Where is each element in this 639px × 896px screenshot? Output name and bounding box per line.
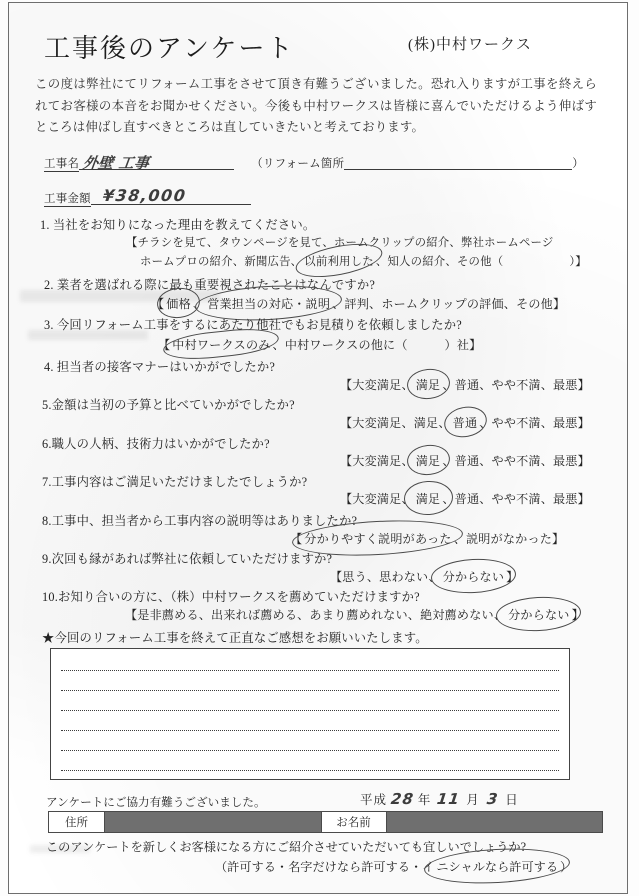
question-text: 今回リフォーム工事をするにあたり他社でもお見積りを依頼しましたか? — [56, 318, 462, 332]
era-label: 平成 — [360, 793, 388, 807]
comment-rule — [61, 770, 559, 771]
bracket-open: 【 — [152, 297, 165, 311]
work-name-row — [44, 155, 584, 171]
question-10 — [42, 587, 420, 605]
reform-place-input[interactable] — [344, 155, 572, 170]
option-group: ） — [560, 860, 573, 874]
selected-option-q9[interactable]: 分からない — [442, 570, 505, 584]
name-field-redacted[interactable] — [387, 812, 603, 832]
question-5-options[interactable] — [340, 414, 590, 431]
amount-label: 工事金額 — [44, 193, 91, 205]
bracket-open: 【 — [158, 338, 171, 352]
selected-option-q6[interactable]: 満足 — [415, 454, 441, 468]
selected-option-q4[interactable]: 満足 — [415, 378, 441, 392]
question-number: 5. — [42, 398, 52, 412]
question-number: 3. — [44, 318, 54, 332]
option-group: （許可する・名字だけなら許可する・イ — [215, 860, 435, 874]
comment-rule — [61, 750, 559, 751]
option-group: 、説明がなかった】 — [453, 532, 565, 546]
comment-rule — [61, 730, 559, 731]
amount-row — [44, 186, 251, 206]
selected-option-q2-b[interactable]: 営業担当の対応・説明 — [207, 297, 331, 311]
date-year-value[interactable]: 28 — [389, 790, 415, 808]
question-number: 6. — [42, 437, 52, 451]
selected-option-q8[interactable]: 分かりやすく説明があった — [304, 532, 452, 546]
work-name-value[interactable]: 外壁 工事 — [81, 154, 151, 172]
option-group: 、やや不満、最悪】 — [479, 416, 590, 430]
option-group: 】 — [506, 570, 519, 584]
address-label: 住所 — [49, 812, 105, 832]
comment-rule — [61, 670, 559, 671]
option-group: 、普通、やや不満、最悪】 — [442, 378, 590, 392]
option-group: 【大変満足、 — [340, 492, 414, 506]
question-6 — [42, 434, 270, 452]
question-4 — [44, 357, 275, 375]
question-text: 次回も縁があれば弊社に依頼していただけますか? — [51, 552, 333, 566]
selected-option-q3[interactable]: 中村ワークスのみ — [172, 338, 271, 352]
selected-option-consent[interactable]: ニシャルなら許可する — [436, 860, 559, 874]
option-group: 、評判、ホームクリップの評価、その他】 — [332, 297, 566, 311]
option-group: 、普通、やや不満、最悪】 — [442, 492, 590, 506]
question-text: 工事中、担当者から工事内容の説明等はありましたか? — [51, 514, 358, 528]
question-number: 9. — [42, 552, 52, 566]
question-text: 当社をお知りになった理由を教えてください。 — [52, 218, 316, 232]
option-group: ）】 — [569, 256, 587, 268]
reform-place-close: ） — [572, 158, 584, 170]
separator: 、 — [192, 297, 206, 311]
selected-option-q10[interactable]: 分からない — [508, 608, 570, 622]
question-text: 職人の人柄、技術力はいかがでしたか? — [51, 437, 270, 451]
selected-option-q5[interactable]: 普通 — [452, 416, 478, 430]
date-line — [360, 790, 519, 808]
address-field-redacted[interactable] — [105, 812, 321, 832]
thanks-text: アンケートにご協力有難うございました。 — [46, 796, 266, 809]
customer-id-table — [48, 811, 603, 833]
question-text: 担当者の接客マナーはいかがでしたか? — [56, 360, 276, 374]
intro-paragraph: この度は弊社にてリフォーム工事をさせて頂き有難うございました。恐れ入りますが工事を終えられてお客様の本音をお聞かせください。今後も中村ワークスは皆様に喜んでいただけるよう伸ばすところは伸ばし直すべきところは直していきたいと考えております。 — [35, 77, 597, 134]
work-name-label: 工事名 — [44, 158, 80, 170]
reform-place-label: （リフォーム箇所 — [251, 158, 345, 170]
year-unit: 年 — [417, 793, 432, 807]
question-number: 8. — [42, 514, 52, 528]
option-group: 】 — [571, 608, 584, 622]
day-unit: 日 — [505, 793, 519, 807]
question-number: 4. — [44, 360, 54, 374]
selected-option-q7[interactable]: 満足 — [415, 492, 441, 506]
option-group: ホームプロの紹介、新聞広告、 — [140, 256, 303, 268]
option-group: 、普通、やや不満、最悪】 — [442, 454, 590, 468]
date-month-value[interactable]: 11 — [436, 790, 462, 808]
question-6-options[interactable] — [340, 452, 590, 469]
question-number: 1. — [40, 218, 50, 232]
question-5 — [42, 395, 295, 413]
bracket-open: 【 — [290, 532, 303, 546]
question-7 — [42, 472, 307, 490]
question-text: お知り合いの方に、（株）中村ワークスを薦めていただけますか? — [57, 590, 420, 604]
question-4-options[interactable] — [340, 376, 590, 393]
selected-option-q1[interactable]: 以前利用した — [302, 253, 376, 269]
selected-option-q2-a[interactable]: 価格 — [166, 297, 191, 311]
question-8-options[interactable] — [290, 530, 564, 547]
option-group: 【大変満足、満足、 — [340, 416, 451, 430]
consent-options[interactable] — [215, 858, 572, 875]
free-comment-prompt: ★今回のリフォーム工事を終えて正直なご感想をお願いいたします。 — [42, 631, 428, 645]
question-text: 業者を選ばれる際に最も重要視されたことはなんですか? — [56, 278, 375, 292]
question-2 — [44, 275, 375, 293]
question-1-options-line2[interactable] — [140, 253, 587, 269]
amount-value[interactable]: ¥38,000 — [101, 186, 188, 205]
option-group: 【大変満足、 — [340, 454, 414, 468]
question-text: 金額は当初の予算と比べていかがでしたか? — [51, 398, 295, 412]
option-group: 【大変満足、 — [340, 378, 414, 392]
name-label: お名前 — [321, 812, 387, 832]
question-text: 工事内容はご満足いただけましたでしょうか? — [51, 475, 308, 489]
free-comment-box[interactable] — [50, 648, 570, 780]
date-day-value[interactable]: 3 — [485, 790, 500, 808]
consent-question: このアンケートを新しくお客様になる方にご紹介させていただいても宜しいでしょうか? — [46, 840, 526, 854]
question-10-options[interactable] — [125, 606, 584, 623]
question-9-options[interactable] — [330, 568, 518, 585]
question-number: 2. — [44, 278, 54, 292]
question-3-options[interactable] — [158, 336, 481, 353]
question-1 — [40, 215, 315, 233]
option-group: 、中村ワークスの他に（ ）社】 — [272, 338, 482, 352]
question-3 — [44, 315, 462, 333]
option-group: 、知人の紹介、その他（ — [375, 256, 504, 268]
question-7-options[interactable] — [340, 490, 590, 507]
company-name: (株)中村ワークス — [408, 37, 532, 53]
option-group: 【是非薦める、出来れば薦める、あまり薦めれない、絶対薦めない、 — [125, 608, 507, 622]
page-title: 工事後のアンケート — [44, 34, 295, 64]
question-2-options[interactable] — [152, 295, 565, 312]
question-1-options-line1[interactable] — [126, 234, 554, 250]
comment-rule — [61, 710, 559, 711]
comment-rule — [61, 690, 559, 691]
question-number: 10. — [42, 590, 58, 604]
question-9 — [42, 549, 332, 567]
option-group: 【思う、思わない、 — [330, 570, 441, 584]
month-unit: 月 — [466, 793, 480, 807]
question-number: 7. — [42, 475, 52, 489]
question-8 — [42, 511, 357, 529]
option-group: 【チラシを見て、タウンページを見て、ホームクリップの紹介、弊社ホームページ — [126, 237, 554, 249]
